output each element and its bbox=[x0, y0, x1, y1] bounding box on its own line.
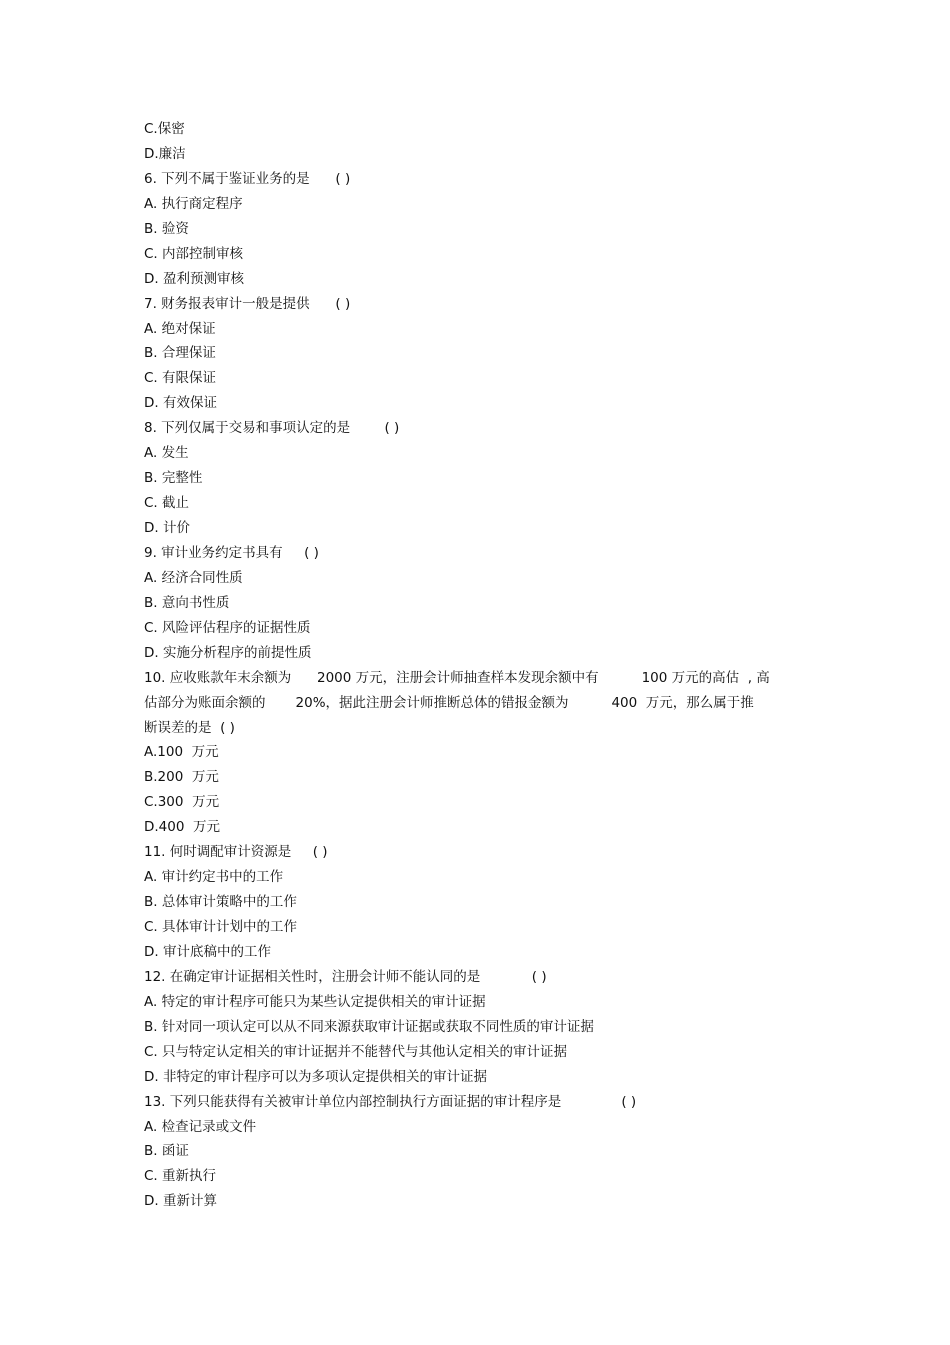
question-12: 12. 在确定审计证据相关性时，注册会计师不能认同的是 ( ) bbox=[144, 968, 547, 985]
q11-option-c: C. 具体审计计划中的工作 bbox=[144, 919, 298, 935]
question-text-block bbox=[144, 117, 814, 1214]
q11-option-d: D. 审计底稿中的工作 bbox=[144, 943, 271, 960]
question-8: 8. 下列仅属于交易和事项认定的是 ( ) bbox=[144, 420, 400, 437]
q10-option-b: B.200 万元 bbox=[144, 769, 219, 786]
question-7: 7. 财务报表审计一般是提供 ( ) bbox=[144, 295, 351, 312]
question-6: 6. 下列不属于鉴证业务的是 ( ) bbox=[144, 170, 351, 187]
q12-option-a: A. 特定的审计程序可能只为某些认定提供相关的审计证据 bbox=[144, 993, 486, 1010]
q11-option-b: B. 总体审计策略中的工作 bbox=[144, 894, 297, 911]
q6-option-c: C. 内部控制审核 bbox=[144, 245, 244, 262]
q11-option-a: A. 审计约定书中的工作 bbox=[144, 869, 284, 886]
q10-option-a: A.100 万元 bbox=[144, 744, 219, 761]
q7-option-b: B. 合理保证 bbox=[144, 345, 216, 362]
question-9: 9. 审计业务约定书具有 ( ) bbox=[144, 544, 319, 561]
q6-option-b: B. 验资 bbox=[144, 220, 189, 237]
q9-option-a: A. 经济合同性质 bbox=[144, 569, 243, 586]
q9-option-d: D. 实施分析程序的前提性质 bbox=[144, 644, 312, 661]
q10-option-c: C.300 万元 bbox=[144, 794, 220, 811]
q8-option-b: B. 完整性 bbox=[144, 470, 203, 487]
question-10-line-3: 断误差的是 ( ) bbox=[144, 719, 235, 736]
option-d-integrity: D.廉洁 bbox=[144, 145, 186, 162]
q13-option-d: D. 重新计算 bbox=[144, 1193, 217, 1210]
question-10-line-1: 10. 应收账款年末余额为 2000 万元，注册会计师抽查样本发现余额中有 100 万元的高估 , 高 bbox=[144, 669, 770, 686]
q8-option-d: D. 计价 bbox=[144, 520, 190, 536]
q13-option-b: B. 函证 bbox=[144, 1143, 189, 1160]
q8-option-a: A. 发生 bbox=[144, 445, 189, 462]
q7-option-c: C. 有限保证 bbox=[144, 370, 217, 387]
q12-option-d: D. 非特定的审计程序可以为多项认定提供相关的审计证据 bbox=[144, 1068, 487, 1085]
q12-option-c: C. 只与特定认定相关的审计证据并不能替代与其他认定相关的审计证据 bbox=[144, 1043, 568, 1060]
q8-option-c: C. 截止 bbox=[144, 495, 190, 512]
q10-option-d: D.400 万元 bbox=[144, 819, 221, 836]
q7-option-a: A. 绝对保证 bbox=[144, 320, 216, 337]
option-c-secrecy: C.保密 bbox=[144, 121, 185, 137]
q7-option-d: D. 有效保证 bbox=[144, 395, 217, 412]
q9-option-b: B. 意向书性质 bbox=[144, 594, 230, 611]
q9-option-c: C. 风险评估程序的证据性质 bbox=[144, 619, 311, 636]
q6-option-a: A. 执行商定程序 bbox=[144, 195, 243, 212]
q6-option-d: D. 盈利预测审核 bbox=[144, 270, 244, 287]
question-13: 13. 下列只能获得有关被审计单位内部控制执行方面证据的审计程序是 ( ) bbox=[144, 1093, 637, 1110]
q13-option-a: A. 检查记录或文件 bbox=[144, 1118, 257, 1135]
question-11: 11. 何时调配审计资源是 ( ) bbox=[144, 844, 328, 861]
q13-option-c: C. 重新执行 bbox=[144, 1168, 217, 1185]
question-10-line-2: 估部分为账面余额的 20%，据此注册会计师推断总体的错报金额为 400 万元，那么属于推 bbox=[144, 694, 754, 711]
q12-option-b: B. 针对同一项认定可以从不同来源获取审计证据或获取不同性质的审计证据 bbox=[144, 1018, 594, 1035]
